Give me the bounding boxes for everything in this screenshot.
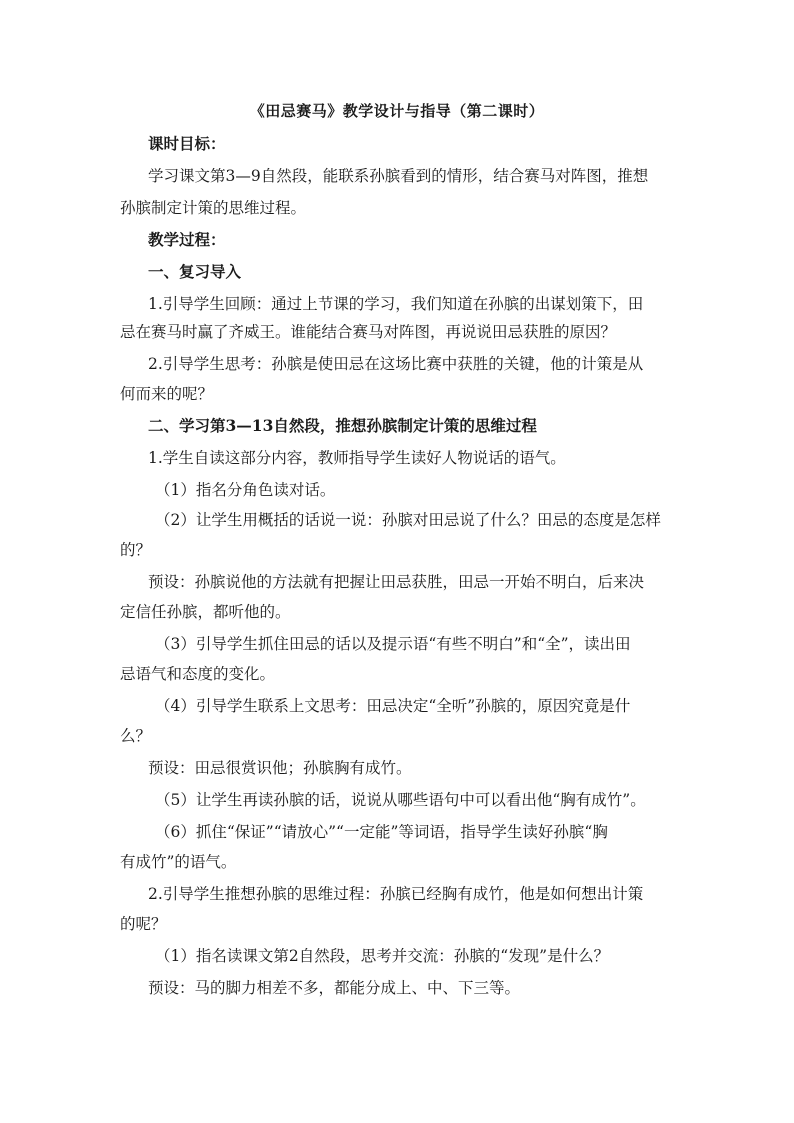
section-heading-study: 二、学习第3—13自然段，推想孙膑制定计策的思维过程 bbox=[148, 416, 537, 435]
paragraph-line: 么？ bbox=[120, 727, 152, 745]
paragraph-line: 预设：田忌很赏识他；孙膑胸有成竹。 bbox=[148, 759, 412, 777]
document-title: 《田忌赛马》教学设计与指导（第二课时） bbox=[249, 102, 545, 120]
paragraph-line: 忌在赛马时赢了齐威王。谁能结合赛马对阵图，再说说田忌获胜的原因？ bbox=[120, 323, 617, 341]
paragraph-line: 2.引导学生思考：孙膑是使田忌在这场比赛中获胜的关键，他的计策是从 bbox=[148, 355, 644, 373]
paragraph-line: （6）抓住“保证”“请放心”“一定能”等词语，指导学生读好孙膑“胸 bbox=[155, 823, 608, 841]
paragraph-line: 孙膑制定计策的思维过程。 bbox=[120, 199, 307, 217]
paragraph-line: 有成竹”的语气。 bbox=[120, 853, 237, 871]
paragraph-line: 的呢？ bbox=[120, 915, 167, 933]
section-heading-review: 一、复习导入 bbox=[148, 262, 242, 281]
paragraph-line: 何而来的呢？ bbox=[120, 385, 214, 403]
paragraph-line: 预设：孙膑说他的方法就有把握让田忌获胜，田忌一开始不明白，后来决 bbox=[148, 573, 645, 591]
paragraph-line: 预设：马的脚力相差不多，都能分成上、中、下三等。 bbox=[148, 979, 521, 997]
section-heading-process: 教学过程： bbox=[148, 230, 226, 249]
paragraph-line: 忌语气和态度的变化。 bbox=[120, 665, 276, 683]
paragraph-line: 学习课文第3—9自然段，能联系孙膑看到的情形，结合赛马对阵图，推想 bbox=[148, 167, 649, 185]
paragraph-line: 2.引导学生推想孙膑的思维过程：孙膑已经胸有成竹，他是如何想出计策 bbox=[148, 885, 644, 903]
paragraph-line: （2）让学生用概括的话说一说：孙膑对田忌说了什么？田忌的态度是怎样 bbox=[155, 511, 661, 529]
section-heading-objectives: 课时目标： bbox=[148, 134, 226, 153]
paragraph-line: 定信任孙膑，都听他的。 bbox=[120, 603, 291, 621]
paragraph-line: （1）指名分角色读对话。 bbox=[155, 481, 336, 499]
paragraph-line: （3）引导学生抓住田忌的话以及提示语“有些不明白”和“全”，读出田 bbox=[155, 635, 631, 653]
paragraph-line: （1）指名读课文第2自然段，思考并交流：孙膑的“发现”是什么？ bbox=[155, 947, 610, 965]
paragraph-line: （4）引导学生联系上文思考：田忌决定“全听”孙膑的，原因究竟是什 bbox=[155, 697, 631, 715]
paragraph-line: 的？ bbox=[120, 541, 152, 559]
paragraph-line: （5）让学生再读孙膑的话，说说从哪些语句中可以看出他“胸有成竹”。 bbox=[155, 791, 646, 809]
paragraph-line: 1.学生自读这部分内容，教师指导学生读好人物说话的语气。 bbox=[148, 449, 566, 467]
paragraph-line: 1.引导学生回顾：通过上节课的学习，我们知道在孙膑的出谋划策下，田 bbox=[148, 295, 644, 313]
